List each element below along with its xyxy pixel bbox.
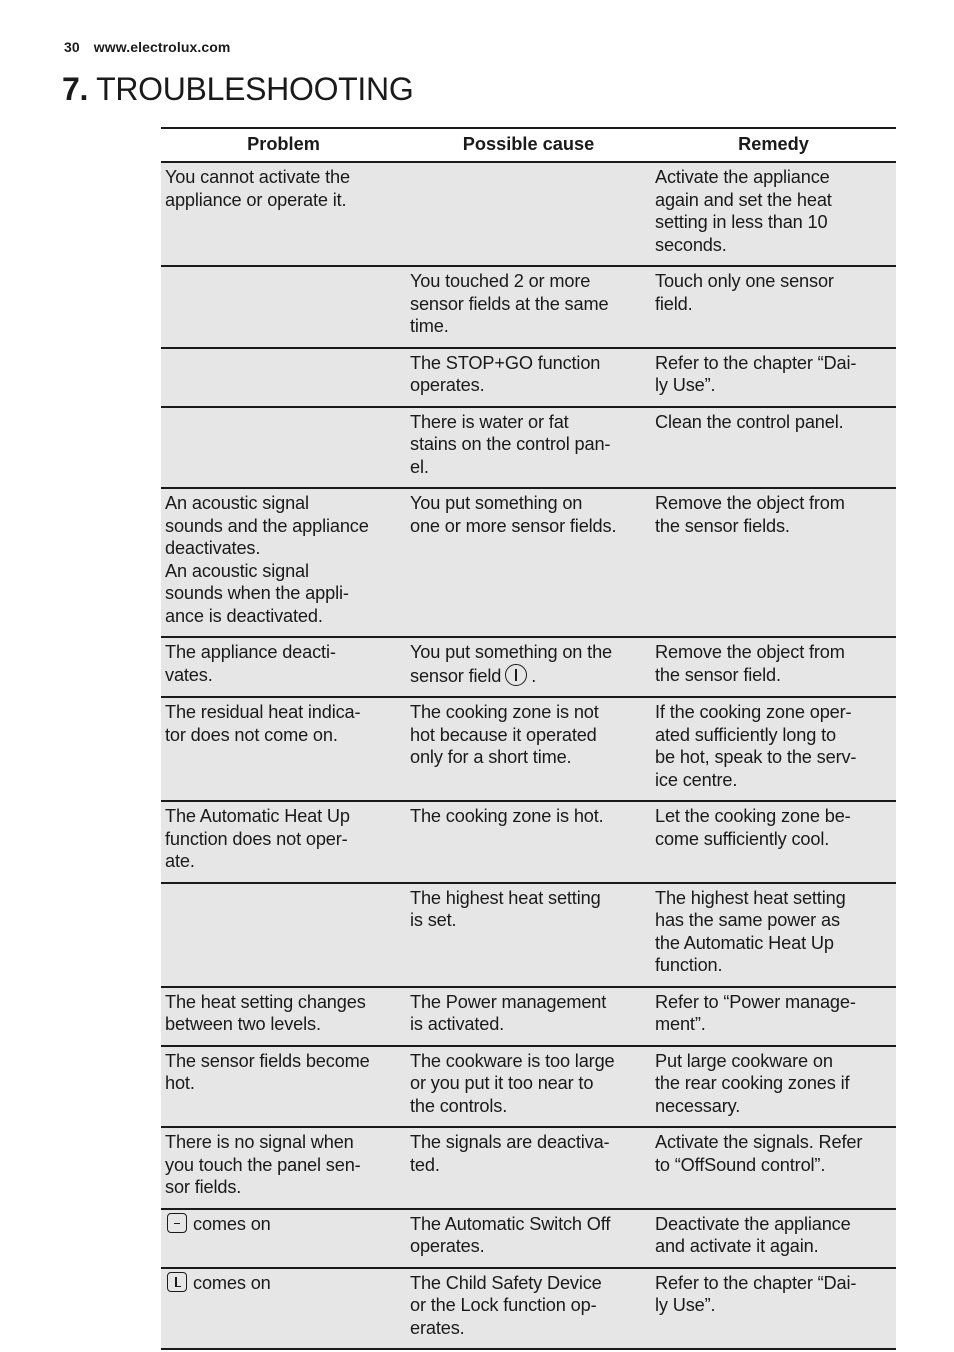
remedy-line: Let the cooking zone be- bbox=[655, 806, 851, 826]
problem-cell bbox=[161, 637, 406, 697]
remedy-cell bbox=[651, 987, 896, 1046]
remedy-line: field. bbox=[655, 293, 693, 314]
possible-cause-cell bbox=[406, 1209, 651, 1268]
cause-line: sensor fields at the same bbox=[410, 293, 609, 314]
cause-line: You touched 2 or more bbox=[410, 271, 591, 291]
problem-cell bbox=[161, 801, 406, 883]
table-row bbox=[161, 697, 896, 801]
problem-line: The residual heat indica- bbox=[165, 702, 361, 722]
cause-line: ted. bbox=[410, 1154, 440, 1175]
remedy-line: Remove the object from bbox=[655, 493, 845, 513]
cause-line: There is water or fat bbox=[410, 411, 569, 432]
remedy-line: to “OffSound control”. bbox=[655, 1154, 826, 1175]
cause-line bbox=[410, 664, 645, 688]
remedy-line: the sensor fields. bbox=[655, 515, 790, 536]
possible-cause-cell bbox=[406, 407, 651, 489]
remedy-line: Activate the appliance bbox=[655, 167, 830, 187]
problem-cell bbox=[161, 488, 406, 637]
problem-cell bbox=[161, 407, 406, 489]
table-row bbox=[161, 162, 896, 266]
column-header-problem: Problem bbox=[161, 128, 406, 162]
problem-text: comes on bbox=[193, 1272, 271, 1293]
remedy-line: Refer to the chapter “Dai- bbox=[655, 1272, 857, 1293]
troubleshooting-table bbox=[161, 127, 896, 1350]
cause-line: el. bbox=[410, 456, 429, 477]
possible-cause-cell bbox=[406, 1127, 651, 1209]
table-row bbox=[161, 407, 896, 489]
problem-cell bbox=[161, 162, 406, 266]
remedy-line: Put large cookware on bbox=[655, 1050, 833, 1071]
cause-line: time. bbox=[410, 316, 449, 336]
table-header-row bbox=[161, 128, 896, 162]
remedy-line: Refer to the chapter “Dai- bbox=[655, 352, 857, 373]
cause-line: operates. bbox=[410, 1236, 485, 1256]
chapter-number: 7. bbox=[62, 71, 89, 107]
cause-line: The cooking zone is not bbox=[410, 702, 599, 722]
on-off-icon bbox=[505, 664, 527, 686]
remedy-line: and activate it again. bbox=[655, 1236, 819, 1256]
problem-line: hot. bbox=[165, 1073, 195, 1093]
cause-line: is activated. bbox=[410, 1014, 505, 1034]
remedy-line: ice centre. bbox=[655, 769, 738, 790]
problem-cell bbox=[161, 1046, 406, 1128]
problem-line: function does not oper- bbox=[165, 828, 348, 849]
problem-cell bbox=[161, 883, 406, 987]
problem-line: There is no signal when bbox=[165, 1132, 354, 1152]
cause-line: or you put it too near to bbox=[410, 1073, 594, 1093]
remedy-cell bbox=[651, 348, 896, 407]
remedy-line: be hot, speak to the serv- bbox=[655, 747, 857, 767]
problem-line bbox=[165, 1213, 400, 1236]
cause-line: You put something on the bbox=[410, 642, 613, 662]
cause-line: one or more sensor fields. bbox=[410, 515, 617, 536]
possible-cause-cell bbox=[406, 1268, 651, 1350]
table-row bbox=[161, 266, 896, 348]
remedy-cell bbox=[651, 266, 896, 348]
chapter-heading: TROUBLESHOOTING bbox=[96, 71, 414, 107]
remedy-line: If the cooking zone oper- bbox=[655, 702, 852, 722]
table-row bbox=[161, 1046, 896, 1128]
problem-line bbox=[165, 1272, 400, 1295]
remedy-line: again and set the heat bbox=[655, 189, 832, 210]
remedy-cell bbox=[651, 1046, 896, 1128]
remedy-cell bbox=[651, 1209, 896, 1268]
minus-display-icon bbox=[167, 1213, 187, 1233]
table-row bbox=[161, 1209, 896, 1268]
problem-line: The heat setting changes bbox=[165, 991, 366, 1012]
cause-line: only for a short time. bbox=[410, 747, 572, 767]
cause-line: operates. bbox=[410, 375, 485, 395]
column-header-remedy: Remedy bbox=[651, 128, 896, 162]
possible-cause-cell bbox=[406, 637, 651, 697]
remedy-line: the rear cooking zones if bbox=[655, 1073, 850, 1093]
remedy-line: Deactivate the appliance bbox=[655, 1213, 851, 1234]
website-url[interactable]: www.electrolux.com bbox=[93, 39, 231, 55]
remedy-line: ated sufficiently long to bbox=[655, 724, 836, 745]
cause-line: hot because it operated bbox=[410, 724, 597, 745]
possible-cause-cell bbox=[406, 1046, 651, 1128]
problem-cell bbox=[161, 1268, 406, 1350]
remedy-cell bbox=[651, 801, 896, 883]
remedy-cell bbox=[651, 637, 896, 697]
remedy-line: setting in less than 10 bbox=[655, 212, 828, 232]
cause-line: The cooking zone is hot. bbox=[410, 806, 604, 826]
cause-text: . bbox=[531, 665, 537, 686]
cause-line: or the Lock function op- bbox=[410, 1295, 597, 1315]
problem-cell bbox=[161, 987, 406, 1046]
remedy-line: necessary. bbox=[655, 1095, 741, 1116]
remedy-cell bbox=[651, 1127, 896, 1209]
problem-text: comes on bbox=[193, 1213, 271, 1234]
cause-line: stains on the control pan- bbox=[410, 434, 611, 454]
problem-line: The sensor fields become bbox=[165, 1050, 370, 1071]
problem-line: sounds when the appli- bbox=[165, 583, 349, 603]
remedy-cell bbox=[651, 697, 896, 801]
possible-cause-cell bbox=[406, 883, 651, 987]
remedy-line: seconds. bbox=[655, 234, 727, 255]
remedy-line: ment”. bbox=[655, 1014, 706, 1034]
table-row bbox=[161, 1127, 896, 1209]
cause-line: The Automatic Switch Off bbox=[410, 1213, 611, 1234]
problem-line: you touch the panel sen- bbox=[165, 1154, 361, 1175]
remedy-cell bbox=[651, 162, 896, 266]
cause-line: The cookware is too large bbox=[410, 1050, 615, 1071]
remedy-line: Activate the signals. Refer bbox=[655, 1132, 863, 1152]
cause-line: The signals are deactiva- bbox=[410, 1132, 610, 1152]
remedy-line: come sufficiently cool. bbox=[655, 828, 830, 849]
cause-line: the controls. bbox=[410, 1095, 508, 1116]
remedy-cell bbox=[651, 488, 896, 637]
problem-line: tor does not come on. bbox=[165, 724, 338, 745]
problem-line: You cannot activate the bbox=[165, 167, 350, 187]
remedy-cell bbox=[651, 883, 896, 987]
possible-cause-cell bbox=[406, 697, 651, 801]
table-row bbox=[161, 801, 896, 883]
remedy-line: Touch only one sensor bbox=[655, 271, 834, 291]
possible-cause-cell bbox=[406, 488, 651, 637]
problem-line: deactivates. bbox=[165, 538, 261, 558]
cause-line: You put something on bbox=[410, 493, 583, 513]
possible-cause-cell bbox=[406, 987, 651, 1046]
remedy-line: the Automatic Heat Up bbox=[655, 932, 834, 953]
table-row bbox=[161, 488, 896, 637]
page-header bbox=[64, 39, 230, 55]
cause-line: erates. bbox=[410, 1317, 465, 1338]
problem-line: An acoustic signal bbox=[165, 560, 309, 581]
remedy-line: Clean the control panel. bbox=[655, 411, 844, 432]
cause-line: The Power management bbox=[410, 991, 607, 1012]
remedy-line: the sensor field. bbox=[655, 664, 781, 685]
possible-cause-cell bbox=[406, 348, 651, 407]
remedy-line: Refer to “Power manage- bbox=[655, 991, 856, 1012]
table-row bbox=[161, 348, 896, 407]
remedy-line: Remove the object from bbox=[655, 642, 845, 662]
remedy-line: The highest heat setting bbox=[655, 887, 846, 908]
problem-line: An acoustic signal bbox=[165, 493, 309, 513]
problem-cell bbox=[161, 1209, 406, 1268]
lock-display-icon bbox=[167, 1272, 187, 1292]
possible-cause-cell bbox=[406, 162, 651, 266]
cause-text: sensor field bbox=[410, 665, 502, 686]
remedy-line: function. bbox=[655, 955, 723, 975]
table-row bbox=[161, 1268, 896, 1350]
problem-line: sor fields. bbox=[165, 1177, 242, 1197]
table-row bbox=[161, 637, 896, 697]
problem-cell bbox=[161, 1127, 406, 1209]
chapter-title bbox=[62, 70, 413, 108]
problem-line: sounds and the appliance bbox=[165, 515, 369, 536]
column-header-possible-cause: Possible cause bbox=[406, 128, 651, 162]
remedy-line: ly Use”. bbox=[655, 1295, 716, 1315]
page-number: 30 bbox=[64, 39, 80, 55]
remedy-line: ly Use”. bbox=[655, 375, 716, 395]
problem-line: vates. bbox=[165, 664, 213, 685]
cause-line: The STOP+GO function bbox=[410, 352, 601, 373]
table-row bbox=[161, 987, 896, 1046]
cause-line: The Child Safety Device bbox=[410, 1272, 602, 1293]
problem-line: ance is deactivated. bbox=[165, 605, 323, 626]
problem-cell bbox=[161, 348, 406, 407]
remedy-line: has the same power as bbox=[655, 910, 840, 930]
possible-cause-cell bbox=[406, 801, 651, 883]
problem-line: appliance or operate it. bbox=[165, 189, 347, 210]
table-row bbox=[161, 883, 896, 987]
problem-line: The appliance deacti- bbox=[165, 642, 336, 662]
remedy-cell bbox=[651, 1268, 896, 1350]
possible-cause-cell bbox=[406, 266, 651, 348]
problem-cell bbox=[161, 697, 406, 801]
remedy-cell bbox=[651, 407, 896, 489]
cause-line: The highest heat setting bbox=[410, 887, 601, 908]
problem-line: ate. bbox=[165, 851, 195, 871]
problem-cell bbox=[161, 266, 406, 348]
cause-line: is set. bbox=[410, 910, 457, 930]
table-body bbox=[161, 162, 896, 1349]
problem-line: The Automatic Heat Up bbox=[165, 806, 350, 826]
problem-line: between two levels. bbox=[165, 1014, 321, 1034]
